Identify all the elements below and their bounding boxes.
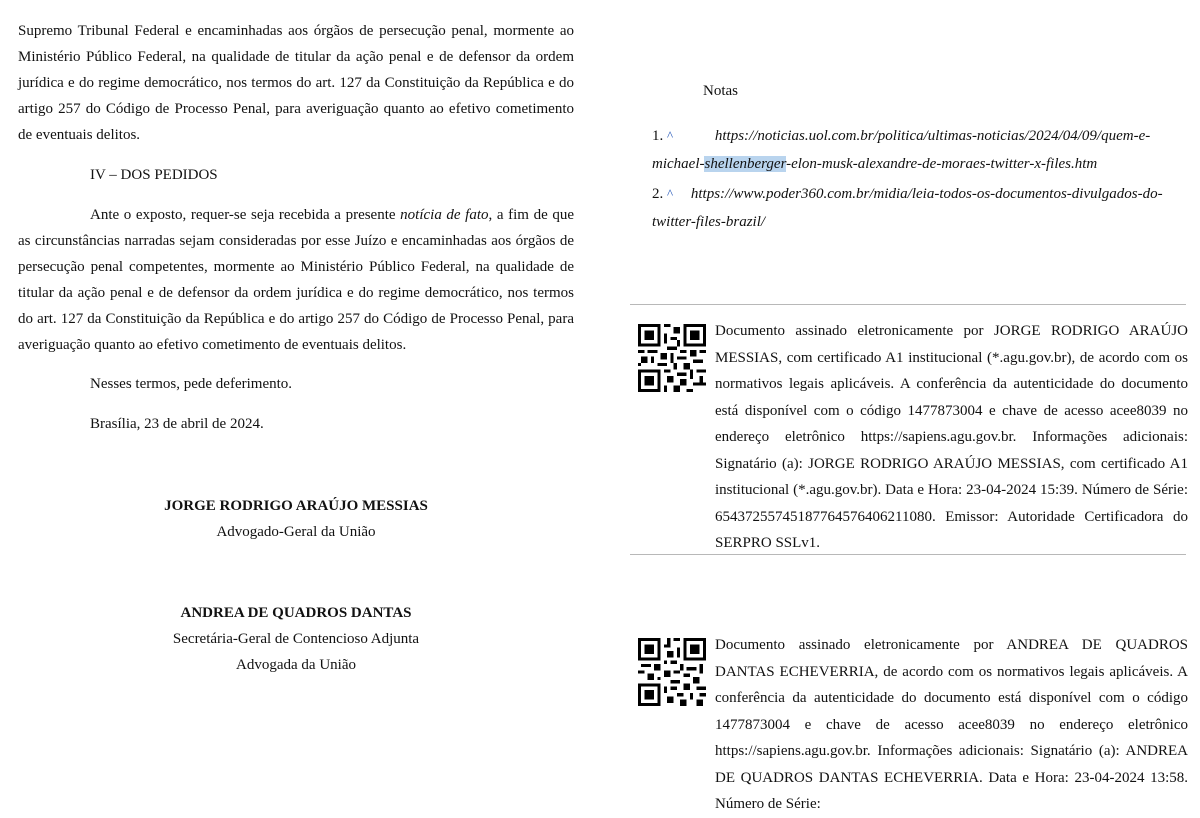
- separator-line: [630, 554, 1186, 555]
- signature-block-1: [18, 493, 574, 545]
- separator-line: [630, 304, 1186, 305]
- certificate-text: Documento assinado eletronicamente por ANDREA DE QUADROS DANTAS ECHEVERRIA, de acordo com os normativos legais aplicáveis. A conferência da autenticidade do documento está disponível com o código 1477873004 e chave de acesso acee8039 no endereço eletrônico https://sapiens.agu.gov.br. Informações adicionais: Signatário (a): ANDREA DE QUADROS DANTAS ECHEVERRIA. Data e Hora: 23-04-2024 13:58. Número de Série:: [715, 637, 1188, 812]
- signer-role: Secretária-Geral de Contencioso Adjunta: [172, 631, 420, 647]
- caret-up-icon[interactable]: ^: [667, 186, 674, 201]
- highlighted-selection: shellenberger: [704, 156, 787, 172]
- requests-text-italic: notícia de fato: [400, 207, 489, 223]
- requests-text-pre: Ante o exposto, requer-se seja recebida a presente: [90, 207, 401, 223]
- note-number: 1.: [652, 128, 664, 144]
- requests-text-post: , a fim de que as circunstâncias narradas sejam consideradas por esse Juízo e encaminhadas aos órgãos de persecução penal competentes, mormente ao Ministério Público Federal, na qualidade de titular da ação penal e de defensor da ordem jurídica e do regime democrático, nos termos do art. 127 da Constituição da República e do artigo 257 do Código de Processo Penal, para averiguação quanto ao efetivo cometimento de eventuais delitos.: [18, 207, 575, 353]
- certificate-text: Documento assinado eletronicamente por JORGE RODRIGO ARAÚJO MESSIAS, com certificado A1 institucional (*.agu.gov.br), de acordo com os normativos legais aplicáveis. A conferência da autenticidade do documento está disponível com o código 1477873004 e chave de acesso acee8039 no endereço eletrônico https://sapiens.agu.gov.br. Informações adicionais: Signatário (a): JORGE RODRIGO ARAÚJO MESSIAS, com certificado A1 institucional (*.agu.gov.br). Data e Hora: 23-04-2024 15:39. Número de Série: 65437255745187764576406211080. Emissor: Autoridade Certificadora do SERPRO SSLv1.: [715, 323, 1188, 551]
- section-heading: IV – DOS PEDIDOS: [90, 167, 218, 183]
- notes-title: Notas: [703, 83, 738, 99]
- note-item-1: [652, 122, 1186, 178]
- note-number: 2.: [652, 186, 664, 202]
- signer-name: ANDREA DE QUADROS DANTAS: [180, 605, 412, 621]
- closing-line: Nesses termos, pede deferimento.: [90, 376, 293, 392]
- paragraph-requests: [18, 202, 574, 358]
- signer-role-secondary: Advogada da União: [236, 657, 356, 673]
- signer-name: JORGE RODRIGO ARAÚJO MESSIAS: [164, 498, 428, 514]
- signer-role: Advogado-Geral da União: [216, 524, 376, 540]
- qr-code-icon[interactable]: [638, 638, 706, 706]
- signature-block-2: [18, 600, 574, 678]
- left-column: [18, 14, 574, 148]
- note-item-2: [652, 180, 1186, 236]
- paragraph-intro: Supremo Tribunal Federal e encaminhadas aos órgãos de persecução penal, mormente ao Ministério Público Federal, na qualidade de titular da ação penal e de defensor da ordem jurídica e do regime democrático, nos termos do art. 127 da Constituição da República e do artigo 257 do Código de Processo Penal, para averiguação quanto ao efetivo cometimento de eventuais delitos.: [18, 23, 574, 143]
- certificate-block-1: [638, 318, 1188, 557]
- qr-code-icon[interactable]: [638, 324, 706, 392]
- note-link[interactable]: https://noticias.uol.com.br/politica/ultimas-noticias/2024/04/09/quem-e-michael-shellenberger-elon-musk-alexandre-de-moraes-twitter-x-files.htm: [652, 128, 1151, 172]
- note-link[interactable]: https://www.poder360.com.br/midia/leia-todos-os-documentos-divulgados-do-twitter-files-brazil/: [652, 186, 1163, 230]
- caret-up-icon[interactable]: ^: [667, 128, 674, 143]
- place-date-line: Brasília, 23 de abril de 2024.: [90, 416, 264, 432]
- certificate-block-2: [638, 632, 1188, 818]
